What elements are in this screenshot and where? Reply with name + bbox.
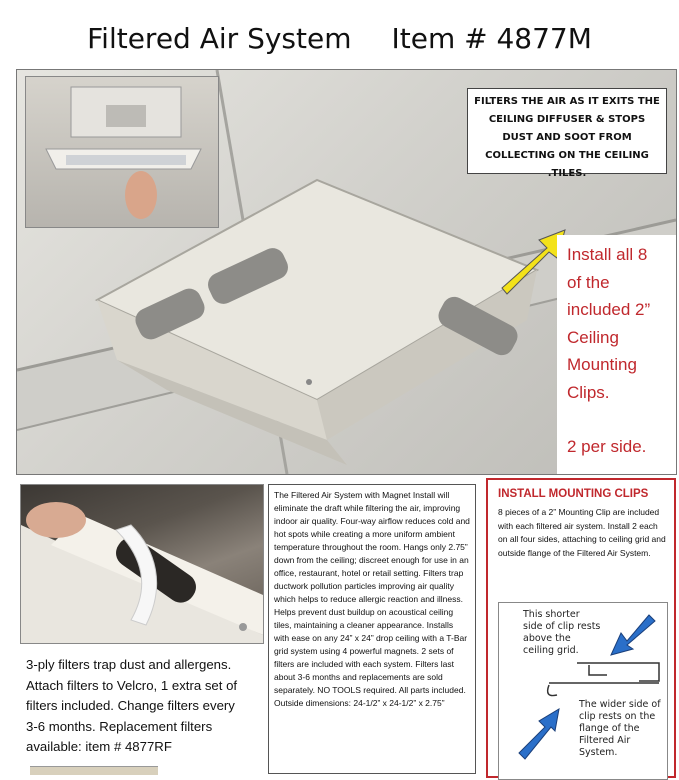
product-name: Filtered Air System [87,21,352,55]
product-description: The Filtered Air System with Magnet Install will eliminate the draft while filtering the air, improving indoor air quality. Four-way airflow reduces cold and hot spots while creating a more uniform ambient temperature throughout the room. Hangs only 2.75” down from the ceiling; discreet enough for use in an office, restaurant, hotel or retail setting. Filters trap ductwork pollution particles improving air quality which helps to reduce allergic reaction and illness. Helps prevent dust buildup on acoustical ceiling tiles, maintaining a cleaner appearance. Installs with ease on any 24” x 24” drop ceiling with a T-Bar grid system using 4 powerful magnets. 2 sets of filters are included with each system. Filters last about 3-6 months and replacements are sold separately. NO TOOLS required. All parts included. Outside dimensions: 24-1/2” x 24-1/2” x 2.75” [268,484,476,774]
filter-velcro-illustration [21,485,263,643]
callout-line: Install all 8 [567,245,648,264]
callout-line: included 2” [567,300,651,319]
clip-diagram [498,602,668,780]
hero-photo [16,69,677,475]
callout-line [567,406,676,433]
page-title [0,14,679,62]
filter-callout: FILTERS THE AIR AS IT EXITS THE CEILING DIFFUSER & STOPS DUST AND SOOT FROM COLLECTING ON THE CEILING .TILES. [467,88,667,174]
inset-photo [25,76,219,228]
install-body: 8 pieces of a 2” Mounting Clip are included with each filtered air system. Install 2 each on all four sides, attaching to ceiling grid and outside flange of the Filtered Air System. [498,507,666,558]
item-number: Item # 4877M [391,21,592,55]
callout-line: Ceiling [567,327,619,347]
install-clips-callout [557,235,676,474]
filter-velcro-photo [20,484,264,644]
clip-bottom-label: The wider side of clip rests on the flange of the Filtered Air System. [579,699,661,758]
clip-arrows [499,603,667,779]
callout-line: of the [567,272,610,292]
install-heading: INSTALL MOUNTING CLIPS [498,488,649,500]
clip-top-label: This shorter side of clip rests above the ceiling grid. [523,609,601,656]
callout-line: Mounting [567,355,637,374]
filter-caption: 3-ply filters trap dust and allergens. Attach filters to Velcro, 1 extra set of filters included. Change filters every 3-6 months. Replacement filters available: item # 4877RF [26,657,238,754]
inset-illustration [26,77,218,227]
callout-line: 2 per side. [567,437,647,456]
install-mounting-clips-panel [486,478,676,778]
callout-line: Clips. [567,382,610,402]
